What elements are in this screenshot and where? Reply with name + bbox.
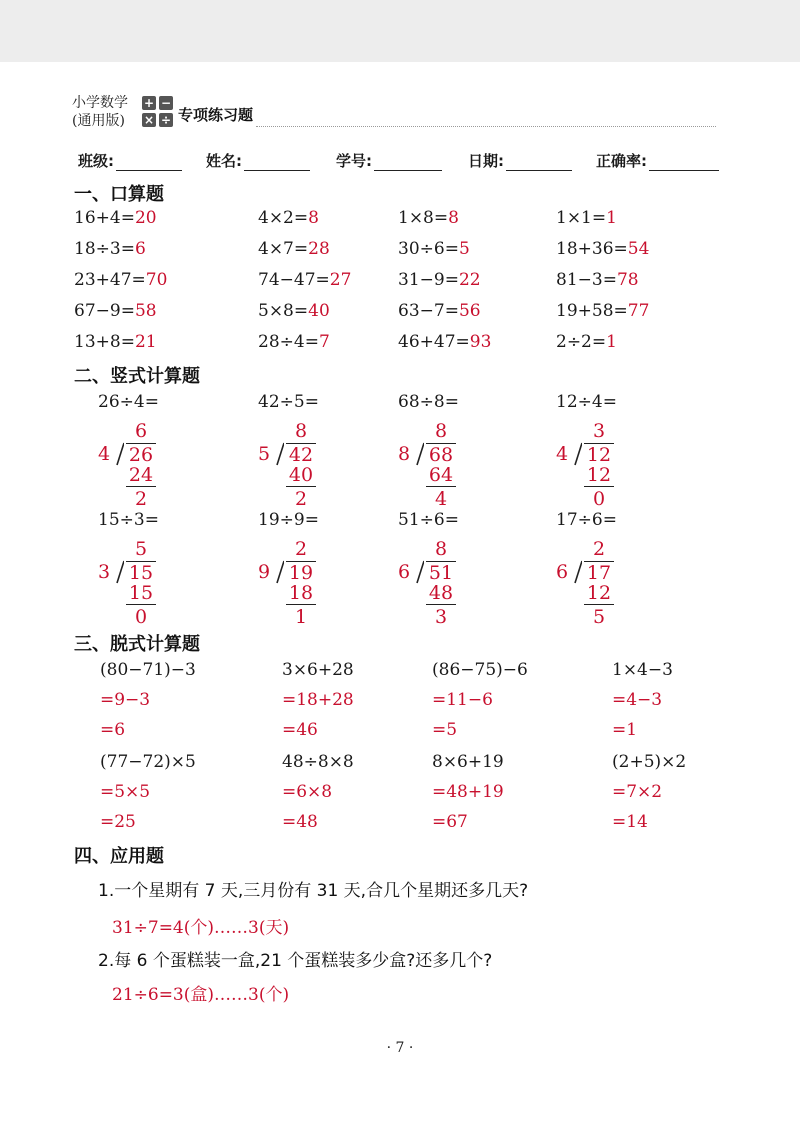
vertical-question: 68÷8= [398,392,459,412]
word-problem-1-answer: 31÷7=4(个)……3(天) [112,918,290,938]
long-division-block [258,420,348,510]
oral-question: 4×7= [258,239,309,259]
oral-question: 30÷6= [398,239,459,259]
accuracy-label: 正确率: [596,152,647,170]
oral-answer: 56 [458,301,481,321]
stepwise-step-1: =11−6 [432,690,493,710]
division-dividend: 26 [126,443,156,466]
division-product: 24 [126,464,156,487]
oral-answer: 8 [448,208,459,228]
long-division-block [98,420,188,510]
oral-answer: 28 [308,239,330,259]
long-division-block [258,538,348,628]
division-bracket [414,442,424,466]
division-remainder: 0 [134,606,148,628]
oral-answer: 40 [308,301,330,321]
stepwise-question: (86−75)−6 [432,660,528,680]
oral-answer: 7 [318,332,330,352]
oral-problem [74,301,157,321]
division-quotient: 3 [592,420,606,442]
date-label: 日期: [468,152,504,170]
division-dividend: 68 [426,443,456,466]
division-product: 48 [426,582,456,605]
divide-icon: ÷ [160,113,172,127]
word-problem-1-question: 1.一个星期有 7 天,三月份有 31 天,合几个星期还多几天? [98,881,529,901]
oral-problem [398,239,470,259]
vertical-question: 15÷3= [98,510,159,530]
series-label [72,94,128,130]
long-division-block [398,420,488,510]
oral-problem [74,270,167,290]
accuracy-field[interactable] [596,150,719,171]
division-divisor: 4 [556,443,569,465]
long-division-block [98,538,188,628]
date-blank[interactable] [506,154,572,171]
vertical-question: 42÷5= [258,392,319,412]
student-id-field[interactable] [336,150,442,171]
oral-question: 4×2= [258,208,309,228]
division-quotient: 6 [134,420,148,442]
division-remainder: 5 [592,606,606,628]
long-division-block [556,420,646,510]
division-remainder: 2 [134,488,148,510]
oral-answer: 93 [469,332,492,352]
oral-answer: 5 [458,239,470,259]
division-bracket [414,560,424,584]
stepwise-step-2: =48 [282,812,318,832]
oral-question: 13+8= [74,332,135,352]
vertical-question: 26÷4= [98,392,159,412]
division-divisor: 5 [258,443,271,465]
oral-problem [398,332,491,352]
accuracy-blank[interactable] [649,154,719,171]
stepwise-step-2: =1 [612,720,638,740]
oral-problem [74,332,157,352]
division-bracket [274,560,284,584]
division-dividend: 12 [584,443,614,466]
oral-answer: 1 [606,332,617,352]
oral-question: 18+36= [556,239,628,259]
oral-problem [258,208,319,228]
division-bracket [572,560,582,584]
oral-question: 28÷4= [258,332,319,352]
oral-question: 23+47= [74,270,146,290]
division-divisor: 9 [258,561,271,583]
word-problem-2-question: 2.每 6 个蛋糕装一盒,21 个蛋糕装多少盒?还多几个? [98,951,493,971]
section-title-stepwise: 三、脱式计算题 [74,634,200,655]
student-id-blank[interactable] [374,154,442,171]
division-divisor: 6 [556,561,569,583]
vertical-question: 19÷9= [258,510,319,530]
section-title-vertical: 二、竖式计算题 [74,366,200,387]
division-quotient: 8 [434,420,448,442]
oral-problem [556,332,617,352]
section-title-word: 四、应用题 [74,846,164,867]
oral-answer: 78 [616,270,639,290]
oral-answer: 1 [606,208,617,228]
stepwise-question: (2+5)×2 [612,752,687,772]
stepwise-step-1: =4−3 [612,690,663,710]
stepwise-step-2: =5 [432,720,458,740]
division-product: 15 [126,582,156,605]
oral-answer: 6 [134,239,146,259]
oral-problem [556,208,617,228]
oral-problem [556,239,649,259]
stepwise-question: 3×6+28 [282,660,354,680]
oral-answer: 58 [134,301,157,321]
stepwise-step-1: =7×2 [612,782,663,802]
stepwise-step-2: =46 [282,720,318,740]
oral-question: 2÷2= [556,332,607,352]
division-divisor: 3 [98,561,111,583]
stepwise-step-2: =67 [432,812,468,832]
operator-icons [142,96,174,130]
division-bracket [114,560,124,584]
oral-answer: 22 [458,270,481,290]
stepwise-step-1: =18+28 [282,690,354,710]
date-field[interactable] [468,150,572,171]
division-remainder: 3 [434,606,448,628]
oral-answer: 8 [308,208,319,228]
oral-question: 1×8= [398,208,449,228]
oral-question: 5×8= [258,301,309,321]
division-remainder: 0 [592,488,606,510]
division-remainder: 4 [434,488,448,510]
stepwise-question: (77−72)×5 [100,752,196,772]
student-id-label: 学号: [336,152,372,170]
division-quotient: 8 [294,420,308,442]
oral-problem [258,332,330,352]
stepwise-question: (80−71)−3 [100,660,196,680]
oral-question: 67−9= [74,301,135,321]
division-divisor: 8 [398,443,411,465]
vertical-question: 51÷6= [398,510,459,530]
oral-problem [258,270,351,290]
oral-answer: 54 [627,239,650,259]
stepwise-question: 48÷8×8 [282,752,354,772]
stepwise-question: 1×4−3 [612,660,673,680]
stepwise-step-2: =6 [100,720,126,740]
oral-problem [258,301,330,321]
division-dividend: 42 [286,443,316,466]
stepwise-step-2: =14 [612,812,648,832]
stepwise-step-1: =5×5 [100,782,151,802]
times-icon: × [143,113,155,127]
division-dividend: 19 [286,561,316,584]
division-quotient: 2 [592,538,606,560]
header-dotted-rule [256,126,716,127]
division-quotient: 5 [134,538,148,560]
oral-question: 19+58= [556,301,628,321]
plus-icon: + [143,96,155,110]
class-label: 班级: [78,152,114,170]
division-bracket [572,442,582,466]
minus-icon: − [160,96,172,110]
vertical-question: 17÷6= [556,510,617,530]
oral-problem [258,239,330,259]
oral-question: 31−9= [398,270,459,290]
page-title: 专项练习题 [178,106,254,124]
division-product: 18 [286,582,316,605]
division-remainder: 1 [294,606,308,628]
oral-answer: 20 [134,208,157,228]
name-field[interactable] [206,150,310,171]
word-problem-2-answer: 21÷6=3(盒)……3(个) [112,985,290,1005]
oral-answer: 27 [329,270,352,290]
long-division-block [398,538,488,628]
division-product: 12 [584,464,614,487]
division-dividend: 17 [584,561,614,584]
oral-problem [74,208,157,228]
division-bracket [114,442,124,466]
oral-question: 16+4= [74,208,135,228]
division-product: 12 [584,582,614,605]
vertical-question: 12÷4= [556,392,617,412]
oral-problem [398,301,481,321]
top-gray-band [0,0,800,62]
division-bracket [274,442,284,466]
series-line-2: (通用版) [72,113,125,129]
class-blank[interactable] [116,154,182,171]
division-product: 64 [426,464,456,487]
oral-question: 81−3= [556,270,617,290]
oral-question: 63−7= [398,301,459,321]
oral-answer: 70 [145,270,168,290]
stepwise-question: 8×6+19 [432,752,504,772]
long-division-block [556,538,646,628]
division-quotient: 2 [294,538,308,560]
oral-question: 74−47= [258,270,330,290]
oral-question: 1×1= [556,208,607,228]
oral-problem [556,301,649,321]
division-quotient: 8 [434,538,448,560]
series-line-1: 小学数学 [72,95,128,111]
division-dividend: 15 [126,561,156,584]
division-product: 40 [286,464,316,487]
oral-problem [398,270,481,290]
stepwise-step-2: =25 [100,812,136,832]
stepwise-step-1: =9−3 [100,690,151,710]
oral-question: 18÷3= [74,239,135,259]
oral-question: 46+47= [398,332,470,352]
oral-problem [398,208,459,228]
section-title-oral: 一、口算题 [74,184,164,205]
division-divisor: 6 [398,561,411,583]
oral-problem [556,270,639,290]
oral-answer: 77 [627,301,650,321]
division-remainder: 2 [294,488,308,510]
oral-problem [74,239,146,259]
division-dividend: 51 [426,561,456,584]
class-field[interactable] [78,150,182,171]
stepwise-step-1: =48+19 [432,782,504,802]
oral-answer: 21 [134,332,157,352]
page-number: · 7 · [386,1040,414,1056]
stepwise-step-1: =6×8 [282,782,333,802]
division-divisor: 4 [98,443,111,465]
info-row [78,150,738,174]
name-label: 姓名: [206,152,242,170]
name-blank[interactable] [244,154,310,171]
